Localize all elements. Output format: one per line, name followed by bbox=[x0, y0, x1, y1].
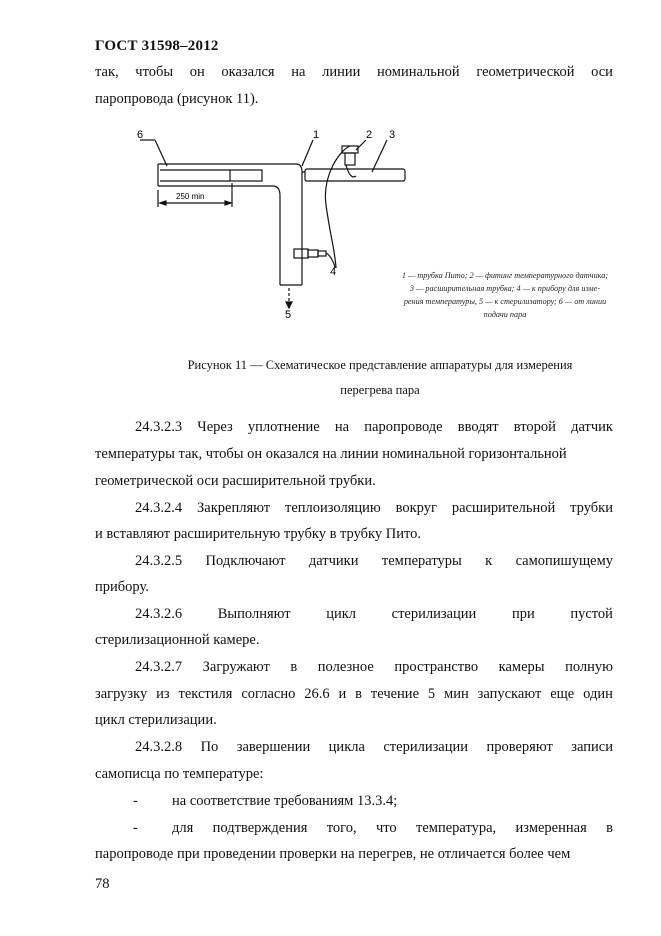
word: датчик bbox=[571, 419, 613, 435]
para-24-3-2-7-line-3: цикл стерилизации. bbox=[95, 712, 217, 728]
intro-line-2: паропровода (рисунок 11). bbox=[95, 91, 259, 107]
para-24-3-2-8-line-1 bbox=[135, 738, 613, 756]
word: что bbox=[375, 820, 397, 836]
word: камеры bbox=[498, 659, 545, 675]
word: 24.3.2.6 bbox=[135, 606, 183, 622]
figure-caption-line-2: перегрева пара bbox=[340, 383, 420, 397]
word: полезное bbox=[317, 659, 374, 675]
para-24-3-2-7-line-2 bbox=[95, 685, 613, 703]
word: Через bbox=[197, 419, 233, 435]
label-2: 2 bbox=[366, 129, 373, 141]
word: измеренная bbox=[515, 820, 587, 836]
label-6: 6 bbox=[137, 129, 144, 141]
figure-caption-line-1: Рисунок 11 — Схематическое представление аппаратуры для измерения bbox=[187, 358, 573, 372]
word: самопишущему bbox=[515, 553, 613, 569]
para-24-3-2-3-line-3: геометрической оси расширительной трубки. bbox=[95, 473, 376, 489]
para-24-3-2-5-line-2: прибору. bbox=[95, 579, 149, 595]
legend-line: рения температуры, 5 — к стерилизатору; 6 — от линии bbox=[403, 297, 607, 306]
word: и bbox=[338, 686, 347, 702]
label-1: 1 bbox=[313, 129, 320, 141]
word: оси bbox=[591, 64, 613, 80]
word: вводят bbox=[457, 419, 499, 435]
word: 24.3.2.3 bbox=[135, 419, 183, 435]
word: уплотнение bbox=[247, 419, 320, 435]
label-4: 4 bbox=[330, 266, 337, 278]
last-line: паропроводе при проведении проверки на перегрев, не отличается более чем bbox=[95, 846, 571, 862]
word: на bbox=[334, 419, 350, 435]
word: трубки bbox=[570, 500, 613, 516]
word: течение bbox=[370, 686, 420, 702]
word: температура, bbox=[416, 820, 497, 836]
legend-line: 3 — расширительная трубка; 4 — к прибору для изме- bbox=[409, 284, 601, 293]
word: 24.3.2.8 bbox=[135, 739, 183, 755]
list-item-text bbox=[172, 819, 613, 837]
word: По bbox=[200, 739, 219, 755]
word: полную bbox=[565, 659, 613, 675]
word: подтверждения bbox=[212, 820, 308, 836]
word: текстиля bbox=[178, 686, 233, 702]
page-number: 78 bbox=[95, 876, 110, 892]
dimension-label: 250 min bbox=[176, 192, 205, 201]
word: еще bbox=[550, 686, 575, 702]
word: запускают bbox=[477, 686, 542, 702]
word: записи bbox=[571, 739, 613, 755]
document-header: ГОСТ 31598–2012 bbox=[95, 38, 219, 54]
word: вокруг bbox=[395, 500, 437, 516]
word: из bbox=[156, 686, 170, 702]
word: номинальной bbox=[377, 64, 460, 80]
word: теплоизоляцию bbox=[284, 500, 381, 516]
word: 24.3.2.4 bbox=[135, 500, 183, 516]
word: Выполняют bbox=[217, 606, 291, 622]
word: при bbox=[511, 606, 535, 622]
word: к bbox=[485, 553, 493, 569]
word: паропроводе bbox=[364, 419, 443, 435]
list-dash: - bbox=[133, 793, 138, 809]
figure-legend bbox=[380, 269, 630, 321]
word: в bbox=[290, 659, 298, 675]
label-3: 3 bbox=[389, 129, 396, 141]
list-item-text: на соответствие требованиям 13.3.4; bbox=[172, 793, 398, 809]
para-24-3-2-3-line-2: температуры так, чтобы он оказался на линии номинальной горизонтальной bbox=[95, 446, 567, 462]
word: датчики bbox=[308, 553, 359, 569]
word: температуры bbox=[381, 553, 462, 569]
word: на bbox=[291, 64, 306, 80]
word: второй bbox=[513, 419, 556, 435]
word: оказался bbox=[221, 64, 275, 80]
word: проверяют bbox=[486, 739, 553, 755]
para-24-3-2-6-line-2: стерилизационной камере. bbox=[95, 632, 260, 648]
para-24-3-2-3-line-1 bbox=[135, 418, 613, 436]
word: так, bbox=[95, 64, 119, 80]
para-24-3-2-8-line-2: самописца по температуре: bbox=[95, 766, 264, 782]
word: пространство bbox=[394, 659, 479, 675]
word: Подключают bbox=[205, 553, 286, 569]
para-24-3-2-4-line-1 bbox=[135, 499, 613, 517]
word: чтобы bbox=[135, 64, 174, 80]
word: цикла bbox=[328, 739, 365, 755]
word: согласно bbox=[241, 686, 296, 702]
para-24-3-2-5-line-1 bbox=[135, 552, 613, 570]
word: для bbox=[172, 820, 194, 836]
word: 5 bbox=[427, 686, 436, 702]
word: один bbox=[583, 686, 613, 702]
legend-line: подачи пара bbox=[483, 310, 527, 319]
word: мин bbox=[444, 686, 469, 702]
word: линии bbox=[322, 64, 361, 80]
word: расширительной bbox=[451, 500, 556, 516]
list-dash: - bbox=[133, 820, 138, 836]
para-24-3-2-7-line-1 bbox=[135, 658, 613, 676]
word: пустой bbox=[570, 606, 613, 622]
word: стерилизации bbox=[383, 739, 469, 755]
word: того, bbox=[326, 820, 357, 836]
word: 24.3.2.7 bbox=[135, 659, 183, 675]
word: стерилизации bbox=[391, 606, 477, 622]
legend-line: 1 — трубка Пито; 2 — фитинг температурного датчика; bbox=[401, 271, 609, 280]
word: в bbox=[355, 686, 363, 702]
para-24-3-2-4-line-2: и вставляют расширительную трубку в трубку Пито. bbox=[95, 526, 422, 542]
word: 24.3.2.5 bbox=[135, 553, 183, 569]
word: Загружают bbox=[202, 659, 270, 675]
para-24-3-2-6-line-1 bbox=[135, 605, 613, 623]
word: загрузку bbox=[95, 686, 148, 702]
word: 26.6 bbox=[304, 686, 330, 702]
word: Закрепляют bbox=[197, 500, 271, 516]
word: завершении bbox=[236, 739, 311, 755]
word: он bbox=[189, 64, 205, 80]
label-5: 5 bbox=[285, 309, 292, 321]
word: цикл bbox=[326, 606, 357, 622]
word: в bbox=[606, 820, 613, 836]
word: геометрической bbox=[476, 64, 575, 80]
